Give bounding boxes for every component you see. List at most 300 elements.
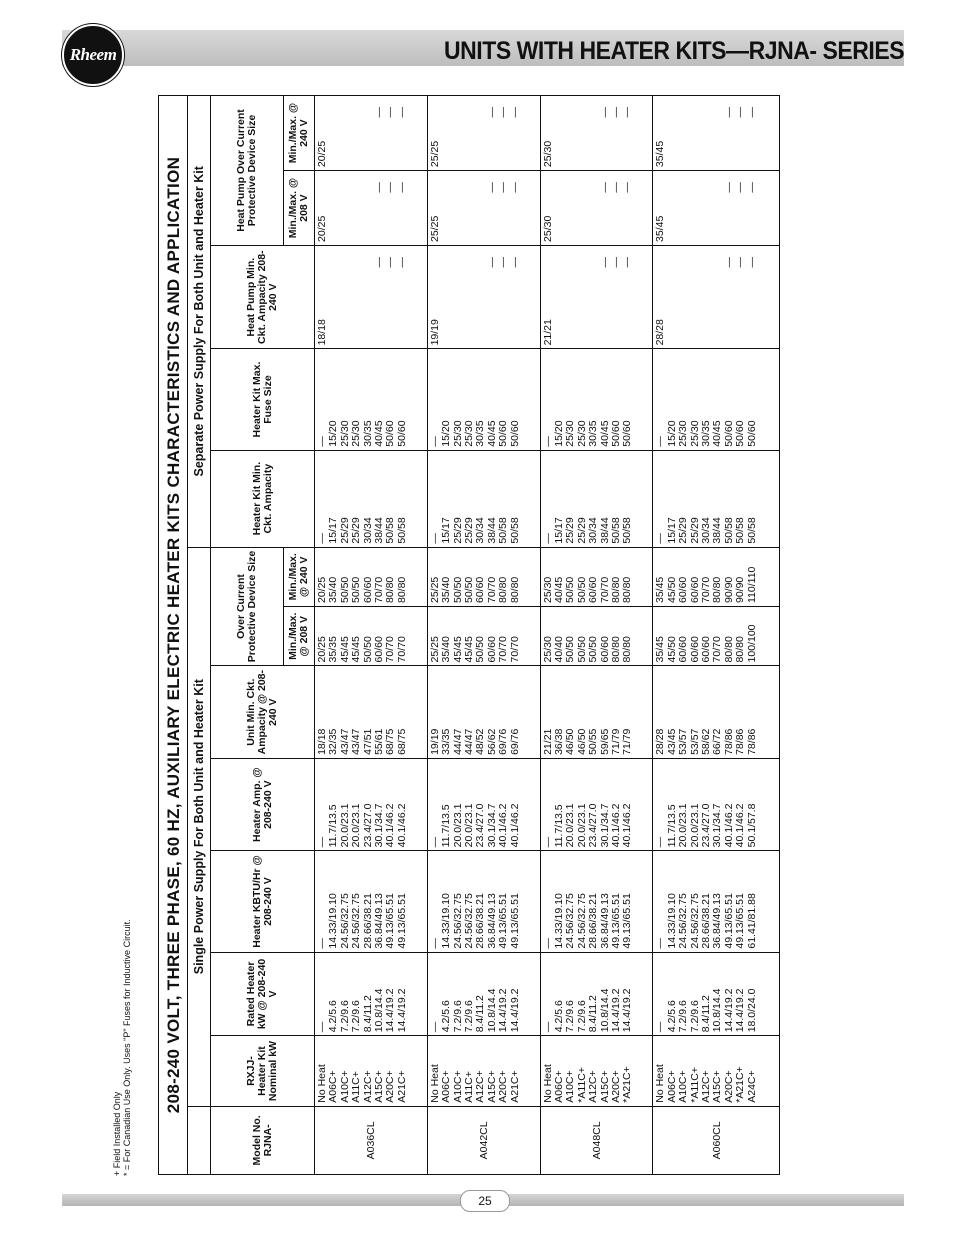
col-header-ocpd-208: Min./Max. @ 208 V (284, 607, 315, 666)
model-group-row (653, 96, 780, 1175)
cell-value: A15C+ (598, 1070, 611, 1103)
cell-value: 56/62 (485, 728, 498, 755)
cell-value: — (654, 836, 667, 848)
cell-value: A12C+ (474, 1070, 487, 1103)
model-cell: A036CL (315, 1106, 428, 1174)
cell-value: 50/50 (575, 636, 588, 663)
cell-value: 25/25 (428, 576, 441, 603)
hk-fuse-cell (427, 349, 540, 450)
cell-value: — (384, 182, 397, 193)
cell-value: 25/30 (463, 420, 475, 447)
cell-value: 11.7/13.5 (327, 804, 340, 848)
group-single-title: Single Power Supply For Both Unit and Heater Kit (188, 547, 211, 1106)
cell-value: 48/52 (474, 728, 487, 755)
cell-value: 50/60 (734, 420, 747, 447)
cell-value: 45/50 (665, 636, 678, 663)
cell-value (678, 249, 689, 345)
cell-value: 23.4/27.0 (474, 803, 487, 848)
cell-value: 7.2/9.6 (688, 1000, 701, 1033)
cell-value: 60/60 (474, 576, 487, 603)
cell-value: 14.33/19.10 (553, 893, 566, 949)
model-cell: A060CL (653, 1106, 780, 1174)
cell-value: — (734, 256, 747, 268)
hp-mca-cell (540, 245, 653, 348)
cell-value (565, 249, 576, 345)
cell-value: 20.0/23.1 (677, 803, 690, 848)
cell-value: 80/80 (384, 576, 397, 603)
cell-value: — (497, 256, 510, 268)
cell-value: 35/40 (440, 576, 453, 603)
cell-value: 40.1/46.2 (508, 803, 521, 848)
cell-value: 43/47 (338, 728, 351, 755)
cell-value: 30.1/34.7 (598, 803, 611, 848)
cell-value: A11C+ (350, 1071, 363, 1103)
hp-208-cell (540, 171, 653, 246)
cell-value: 25/30 (677, 420, 690, 447)
cell-value (441, 99, 452, 167)
cell-value: 49.13/65.51 (497, 893, 510, 949)
col-header-hk-fuse: Heater Kit Max. Fuse Size (211, 349, 315, 450)
cell-value: 44/47 (463, 728, 475, 755)
cell-value: 50/50 (474, 636, 487, 663)
cell-value: 80/80 (711, 576, 724, 603)
ocpd-208-cell (315, 607, 428, 666)
group-separate-title: Separate Power Supply For Both Unit and Heater Kit (188, 96, 211, 548)
cell-value: 30/35 (587, 420, 600, 447)
kbtu-cell (315, 851, 428, 952)
cell-value: 33/35 (440, 728, 453, 755)
cell-value: 14.4/19.2 (610, 988, 622, 1033)
cell-value: 60/60 (361, 576, 374, 603)
cell-value: 21/21 (541, 319, 554, 346)
cell-value: *A11C+ (688, 1067, 701, 1103)
cell-value: 80/80 (395, 576, 408, 603)
cell-value: A15C+ (485, 1070, 498, 1103)
cell-value: 35/45 (654, 140, 667, 168)
cell-value: 49.13/65.51 (384, 893, 397, 949)
rotated-table-wrapper (158, 95, 780, 1175)
cell-value: 60/60 (587, 576, 600, 603)
cell-value: 71/79 (621, 728, 634, 755)
cell-value: 30/34 (587, 517, 600, 544)
cell-value: 11.7/13.5 (665, 804, 678, 848)
cell-value: — (508, 107, 521, 118)
cell-value (328, 249, 339, 345)
ocpd-240-cell (315, 547, 428, 606)
cell-value: 25/30 (564, 420, 577, 447)
cell-value: A12C+ (700, 1070, 713, 1103)
amp-cell (427, 758, 540, 850)
cell-value: 70/70 (711, 636, 724, 663)
cell-value: 69/76 (508, 728, 521, 755)
cell-value: 7.2/9.6 (463, 1000, 475, 1033)
kits-cell (653, 1036, 780, 1106)
cell-value: 10.8/14.4 (598, 988, 611, 1033)
cell-value: 24.56/32.75 (564, 893, 577, 949)
cell-value: 40/45 (598, 420, 611, 447)
cell-value: 4.2/5.6 (665, 1000, 678, 1033)
cell-value (588, 99, 599, 167)
cell-value: — (610, 182, 622, 193)
cell-value: 70/70 (372, 576, 385, 603)
cell-value: 14.4/19.2 (734, 988, 747, 1033)
cell-value: 50/60 (621, 420, 634, 447)
cell-value: — (316, 1021, 328, 1033)
cell-value: 35/35 (327, 636, 340, 663)
cell-value: 7.2/9.6 (564, 1000, 577, 1033)
cell-value: 28.66/38.21 (587, 893, 600, 949)
cell-value: 45/45 (350, 636, 363, 663)
cell-value: A10C+ (338, 1070, 351, 1103)
cell-value: 40/40 (553, 636, 566, 663)
cell-value: — (372, 182, 385, 193)
model-group-row (315, 96, 428, 1175)
cell-value: — (316, 938, 328, 949)
cell-value: 25/25 (428, 215, 441, 242)
cell-value: 7.2/9.6 (677, 1000, 690, 1033)
cell-value (554, 99, 565, 167)
cell-value: 15/20 (665, 420, 678, 447)
col-header-hk-mca: Heater Kit Min. Ckt. Ampacity (211, 450, 315, 547)
cell-value: 11.7/13.5 (553, 804, 566, 848)
cell-value: 53/57 (677, 728, 690, 755)
cell-value: 23.4/27.0 (361, 803, 374, 848)
col-header-hp-208: Min./Max. @ 208 V (284, 171, 315, 246)
cell-value: 71/79 (610, 728, 622, 755)
heater-kit-table (158, 95, 780, 1175)
cell-value: 50/50 (575, 576, 588, 603)
cell-value (351, 249, 362, 345)
cell-value: A11C+ (463, 1071, 475, 1103)
cell-value: 80/80 (621, 576, 634, 603)
cell-value: 25/29 (688, 517, 701, 544)
cell-value: — (316, 533, 328, 544)
cell-value: 40.1/46.2 (497, 803, 510, 848)
cell-value: 36/38 (553, 728, 566, 755)
cell-value: — (745, 256, 758, 268)
rated-kw-cell (540, 952, 653, 1036)
cell-value: 20.0/23.1 (350, 803, 363, 848)
cell-value (351, 174, 362, 242)
cell-value: 68/75 (395, 728, 408, 755)
cell-value: 28.66/38.21 (474, 893, 487, 949)
cell-value: 78/86 (745, 728, 758, 755)
cell-value: — (654, 436, 667, 447)
cell-value: — (654, 1021, 667, 1033)
unit-mca-cell (315, 666, 428, 758)
cell-value (554, 174, 565, 242)
cell-value: 70/70 (395, 636, 408, 663)
cell-value: 25/29 (350, 517, 363, 544)
kbtu-cell (540, 851, 653, 952)
cell-value: 50/50 (587, 636, 600, 663)
unit-mca-cell (427, 666, 540, 758)
cell-value: 44/47 (451, 728, 464, 755)
cell-value: 20.0/23.1 (564, 803, 577, 848)
cell-value: A20C+ (610, 1070, 622, 1103)
rated-kw-cell (653, 952, 780, 1036)
cell-value: 49.13/65.51 (610, 893, 622, 949)
cell-value: 60/60 (688, 576, 701, 603)
cell-value: A20C+ (497, 1070, 510, 1103)
cell-value: 7.2/9.6 (451, 1000, 464, 1033)
cell-value: 10.8/14.4 (485, 988, 498, 1033)
cell-value: 80/80 (734, 636, 747, 663)
hk-fuse-cell (315, 349, 428, 450)
cell-value: — (372, 256, 385, 268)
cell-value: 25/30 (541, 215, 554, 242)
hp-240-cell (427, 96, 540, 171)
cell-value: — (485, 256, 498, 268)
cell-value: 50/58 (384, 517, 397, 544)
cell-value: 15/17 (553, 517, 566, 544)
model-cell: A042CL (427, 1106, 540, 1174)
cell-value: 7.2/9.6 (338, 1000, 351, 1033)
cell-value: 36.84/49.13 (485, 893, 498, 949)
cell-value: 24.56/32.75 (575, 893, 588, 949)
cell-value: 20/25 (316, 215, 328, 242)
cell-value: 50/55 (587, 728, 600, 755)
cell-value (701, 99, 712, 167)
cell-value (565, 99, 576, 167)
cell-value: 24.56/32.75 (338, 893, 351, 949)
cell-value: 8.4/11.2 (474, 995, 487, 1033)
cell-value: 25/30 (541, 140, 554, 168)
cell-value: 68/75 (384, 728, 397, 755)
cell-value: 50/60 (722, 420, 735, 447)
cell-value: — (610, 107, 622, 118)
cell-value (565, 174, 576, 242)
cell-value (441, 249, 452, 345)
cell-value: 23.4/27.0 (587, 803, 600, 848)
kbtu-cell (653, 851, 780, 952)
cell-value (678, 174, 689, 242)
rated-kw-cell (315, 952, 428, 1036)
hk-fuse-cell (540, 349, 653, 450)
cell-value: A21C+ (508, 1070, 521, 1103)
col-header-hp-mca: Heat Pump Min. Ckt. Ampacity 208-240 V (211, 245, 315, 348)
cell-value: *A11C+ (575, 1067, 588, 1103)
cell-value: — (497, 182, 510, 193)
cell-value: 25/30 (688, 420, 701, 447)
cell-value: 50/58 (745, 517, 758, 544)
cell-value (453, 249, 464, 345)
cell-value: 40/45 (485, 420, 498, 447)
cell-value: 78/86 (734, 728, 747, 755)
cell-value (667, 99, 678, 167)
cell-value: 50/50 (451, 576, 464, 603)
cell-value: 35/40 (440, 636, 453, 663)
cell-value: 45/45 (451, 636, 464, 663)
cell-value: 50/50 (350, 576, 363, 603)
cell-value: 43/47 (350, 728, 363, 755)
cell-value: 25/25 (428, 140, 441, 168)
cell-value: 23.4/27.0 (700, 803, 713, 848)
cell-value: 8.4/11.2 (700, 995, 713, 1033)
cell-value: 7.2/9.6 (575, 1000, 588, 1033)
footnote-field-installed: + Field Installed Only (112, 1091, 122, 1176)
cell-value: 25/25 (428, 636, 441, 663)
cell-value: 50/60 (395, 420, 408, 447)
cell-value: No Heat (316, 1064, 328, 1103)
cell-value: 25/30 (575, 420, 588, 447)
unit-mca-cell (540, 666, 653, 758)
cell-value: 20.0/23.1 (575, 803, 588, 848)
cell-value: 49.13/65.51 (508, 893, 521, 949)
cell-value: A21C+ (395, 1070, 408, 1103)
col-header-rated-kw: Rated Heater kW @ 208-240 V (211, 952, 315, 1036)
cell-value: 53/57 (688, 728, 701, 755)
hk-fuse-cell (653, 349, 780, 450)
cell-value: No Heat (541, 1064, 554, 1103)
ocpd-208-cell (427, 607, 540, 666)
cell-value (328, 99, 339, 167)
cell-value: 14.4/19.2 (395, 988, 408, 1033)
cell-value: 60/60 (688, 636, 701, 663)
cell-value (577, 249, 588, 345)
footnote-canadian: * = For Canadian Use Only. Uses "P" Fuses for Inductive Circuit. (122, 919, 132, 1176)
cell-value: 28/28 (654, 319, 667, 346)
cell-value: 11.7/13.5 (440, 804, 453, 848)
cell-value (690, 99, 701, 167)
cell-value: 8.4/11.2 (361, 995, 374, 1033)
cell-value: — (485, 182, 498, 193)
cell-value: 38/44 (711, 517, 724, 544)
cell-value: — (497, 107, 510, 118)
cell-value: 21/21 (541, 728, 554, 755)
cell-value: 50/58 (621, 517, 634, 544)
cell-value: 4.2/5.6 (327, 1000, 340, 1033)
cell-value: 80/80 (610, 636, 622, 663)
cell-value: 14.33/19.10 (440, 893, 453, 949)
cell-value (690, 249, 701, 345)
cell-value: 28.66/38.21 (700, 893, 713, 949)
cell-value: 46/50 (575, 728, 588, 755)
cell-value: 20.0/23.1 (463, 803, 475, 848)
cell-value: 25/29 (677, 517, 690, 544)
cell-value: 20.0/23.1 (451, 803, 464, 848)
cell-value: A10C+ (451, 1070, 464, 1103)
cell-value: 50/58 (395, 517, 408, 544)
cell-value: 60/60 (700, 636, 713, 663)
cell-value: 25/30 (541, 636, 554, 663)
rated-kw-cell (427, 952, 540, 1036)
cell-value: 19/19 (428, 319, 441, 346)
cell-value: 50/58 (610, 517, 622, 544)
cell-value: 60/60 (677, 576, 690, 603)
cell-value (690, 174, 701, 242)
cell-value (340, 99, 351, 167)
cell-value: — (541, 533, 554, 544)
cell-value: 15/17 (665, 517, 678, 544)
cell-value: 45/45 (338, 636, 351, 663)
model-cell: A048CL (540, 1106, 653, 1174)
cell-value: 14.4/19.2 (722, 988, 735, 1033)
cell-value: 30.1/34.7 (372, 803, 385, 848)
cell-value: 60/60 (372, 636, 385, 663)
cell-value: 15/20 (440, 420, 453, 447)
cell-value: 40.1/46.2 (610, 803, 622, 848)
cell-value: — (316, 436, 328, 447)
cell-value: 50/60 (384, 420, 397, 447)
cell-value: 40.1/46.2 (734, 803, 747, 848)
cell-value: 40/45 (553, 576, 566, 603)
cell-value: 50.1/57.8 (745, 803, 758, 848)
cell-value: — (734, 182, 747, 193)
unit-mca-cell (653, 666, 780, 758)
hp-240-cell (653, 96, 780, 171)
cell-value: 15/20 (327, 420, 340, 447)
cell-value: 24.56/32.75 (463, 893, 475, 949)
cell-value: 45/50 (665, 576, 678, 603)
cell-value: — (384, 256, 397, 268)
cell-value: 14.33/19.10 (665, 893, 678, 949)
cell-value: — (722, 256, 735, 268)
cell-value: 60/60 (677, 636, 690, 663)
cell-value: 80/80 (508, 576, 521, 603)
cell-value: 25/29 (564, 517, 577, 544)
cell-value: 4.2/5.6 (553, 1000, 566, 1033)
cell-value (588, 249, 599, 345)
hk-mca-cell (540, 450, 653, 547)
cell-value: A10C+ (564, 1070, 577, 1103)
cell-value (340, 249, 351, 345)
cell-value: — (541, 436, 554, 447)
cell-value: 30/34 (361, 517, 374, 544)
hk-mca-cell (315, 450, 428, 547)
cell-value: 70/70 (497, 636, 510, 663)
cell-value: 50/58 (497, 517, 510, 544)
col-header-ocpd: Over Current Protective Device Size (211, 547, 284, 666)
rheem-logo (62, 24, 124, 86)
col-header-kit: RXJJ- Heater Kit Nominal kW (211, 1036, 315, 1106)
cell-value: 70/70 (598, 576, 611, 603)
cell-value: — (654, 938, 667, 949)
cell-value: A12C+ (587, 1070, 600, 1103)
logo-text: Rheem (69, 45, 117, 64)
cell-value: 49.13/65.51 (722, 893, 735, 949)
ocpd-240-cell (653, 547, 780, 606)
cell-value: — (734, 107, 747, 118)
cell-value: 49.13/65.51 (621, 893, 634, 949)
cell-value: 36.84/49.13 (711, 893, 724, 949)
cell-value: 60/60 (598, 636, 611, 663)
cell-value: 20/25 (316, 576, 328, 603)
cell-value: — (541, 938, 554, 949)
cell-value: — (745, 107, 758, 118)
cell-value: 14.4/19.2 (621, 988, 634, 1033)
cell-value: A12C+ (361, 1070, 374, 1103)
cell-value: 43/45 (665, 728, 678, 755)
cell-value: 60/60 (485, 636, 498, 663)
hp-mca-cell (315, 245, 428, 348)
cell-value: 18.0/24.0 (745, 988, 758, 1033)
cell-value: 70/70 (485, 576, 498, 603)
cell-value: 4.2/5.6 (440, 1000, 453, 1033)
cell-value (340, 174, 351, 242)
cell-value: 45/45 (463, 636, 475, 663)
cell-value: 10.8/14.4 (711, 988, 724, 1033)
cell-value: 90/90 (722, 576, 735, 603)
cell-value: 25/29 (451, 517, 464, 544)
cell-value (588, 174, 599, 242)
cell-value: 30/35 (700, 420, 713, 447)
cell-value (701, 174, 712, 242)
cell-value: A24C+ (745, 1070, 758, 1103)
cell-value: 50/58 (722, 517, 735, 544)
cell-value: 30.1/34.7 (485, 803, 498, 848)
cell-value: 69/76 (497, 728, 510, 755)
